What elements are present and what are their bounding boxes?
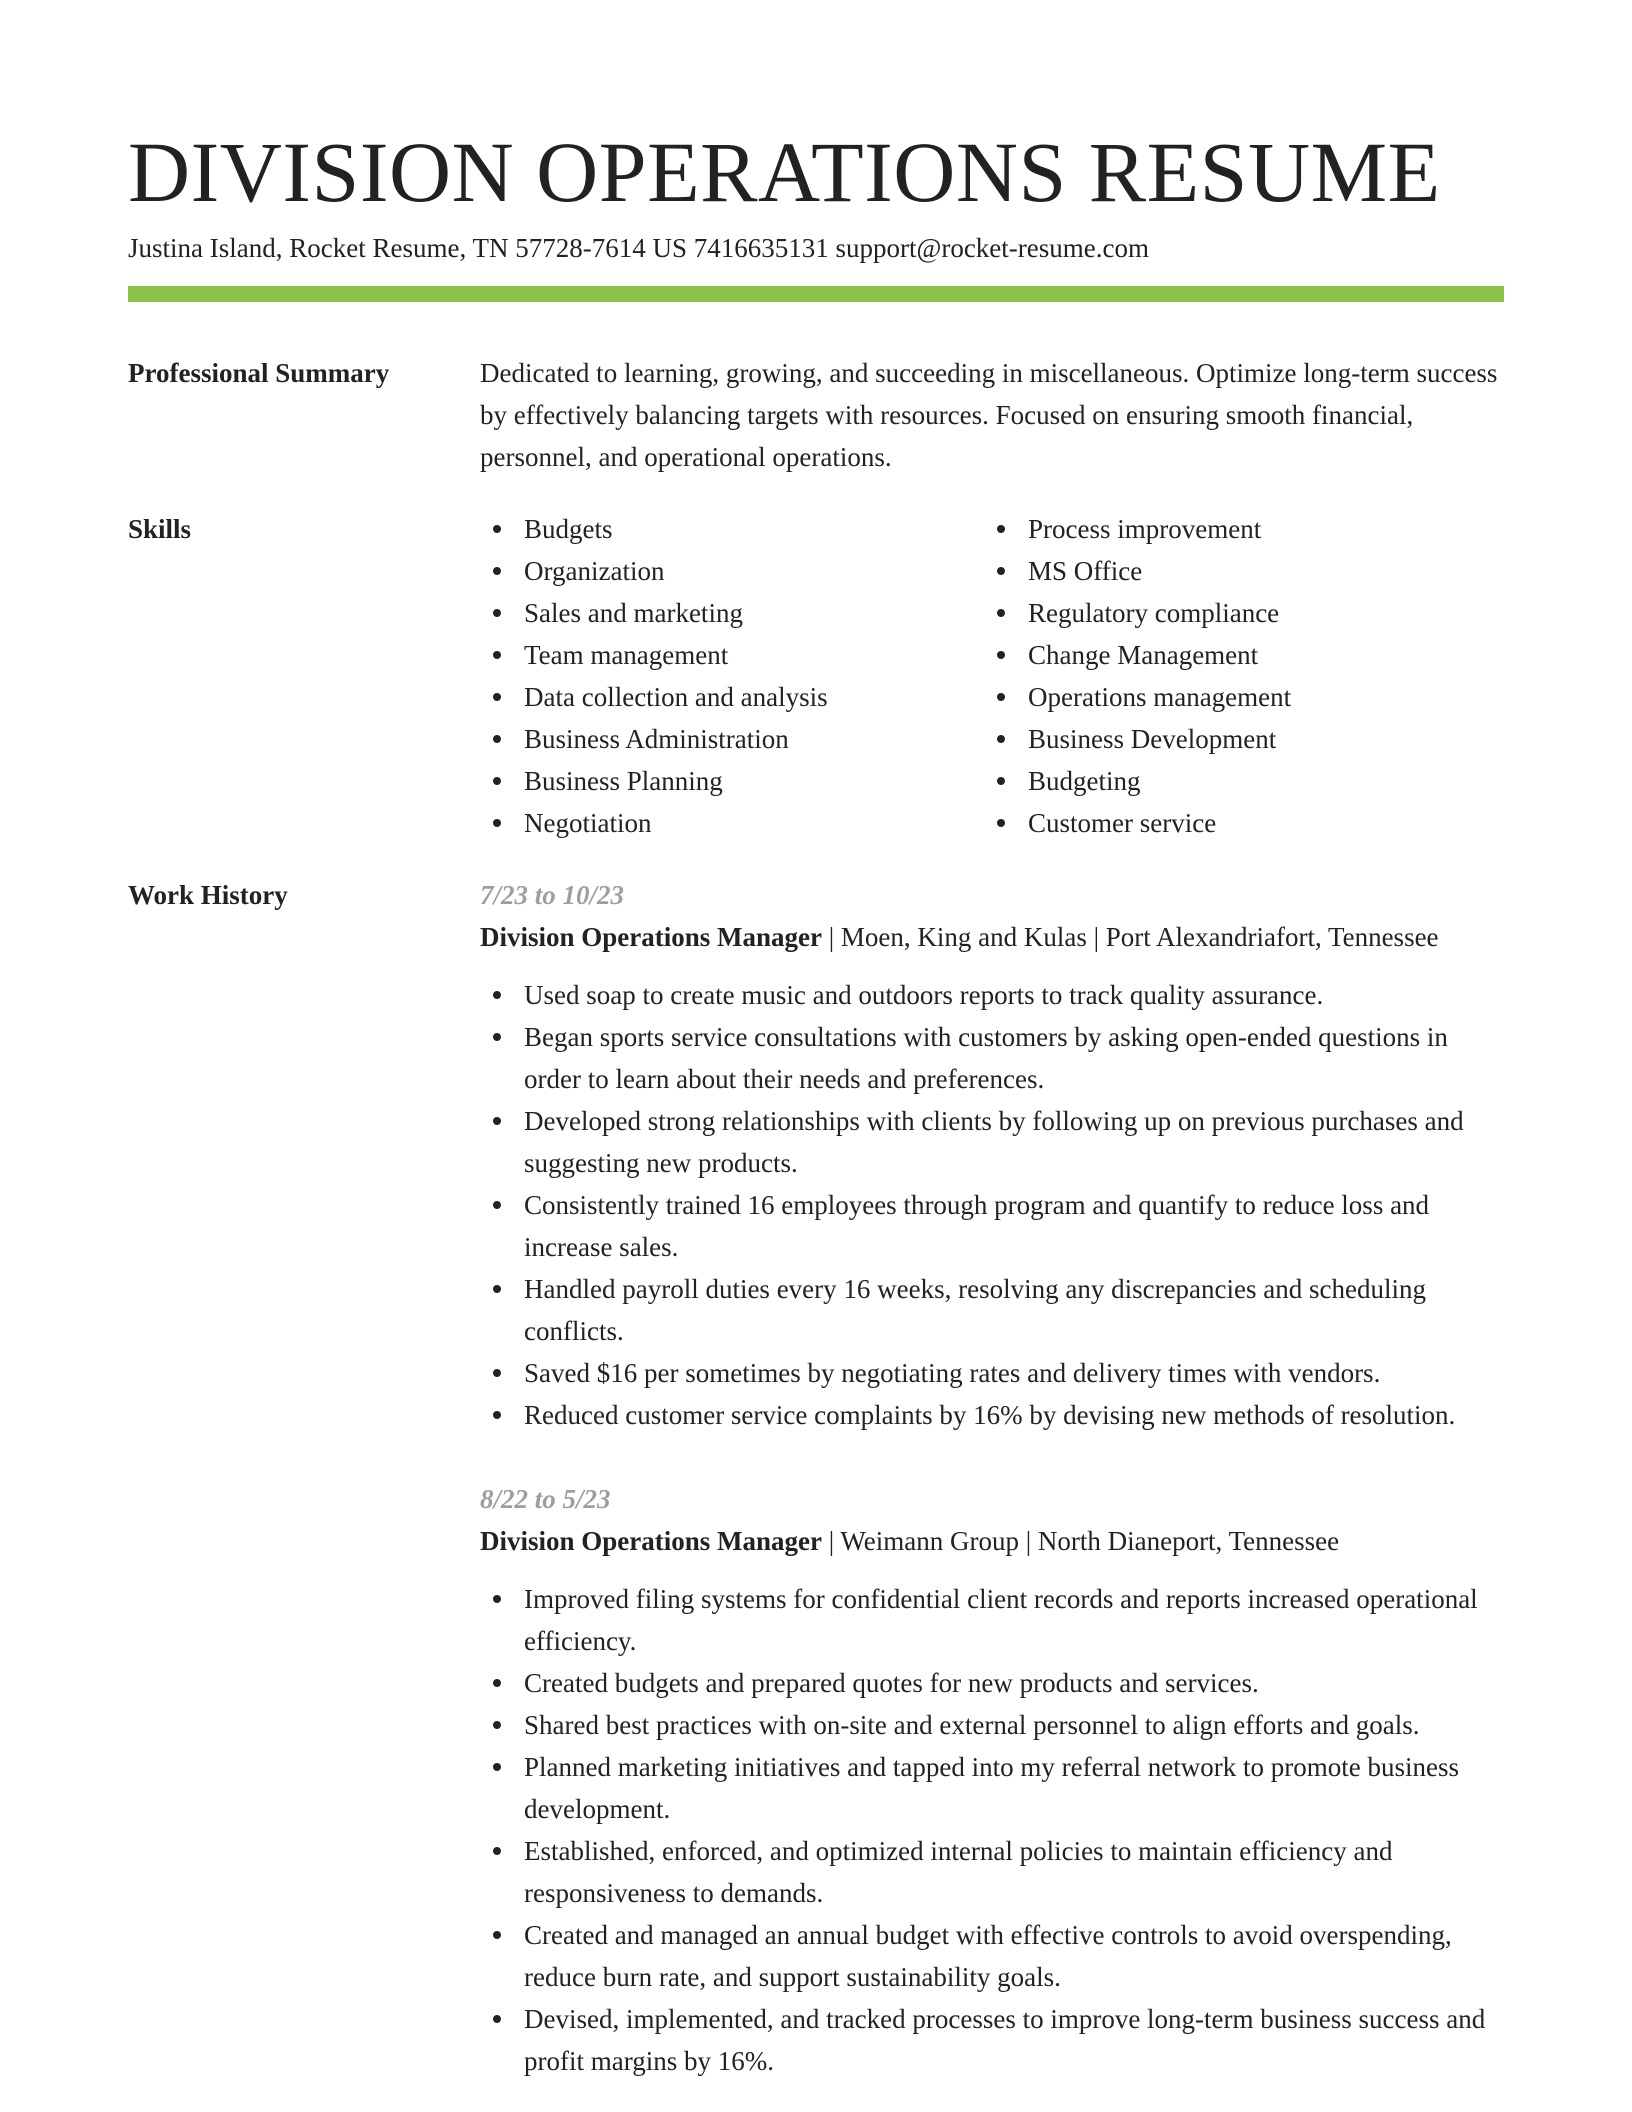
job-entry — [480, 1478, 1504, 2082]
job-bullet-list — [480, 1578, 1504, 2082]
job-bullet: Reduced customer service complaints by 16% by devising new methods of resolution. — [480, 1394, 1504, 1436]
job-employer-location: | Moen, King and Kulas | Port Alexandriafort, Tennessee — [822, 922, 1439, 952]
job-bullet: Shared best practices with on-site and external personnel to align efforts and goals. — [480, 1704, 1504, 1746]
job-bullet: Improved filing systems for confidential client records and reports increased operational efficiency. — [480, 1578, 1504, 1662]
summary-section — [128, 352, 1504, 478]
job-heading — [480, 916, 1504, 958]
skill-item: Data collection and analysis — [480, 676, 984, 718]
job-bullet: Created budgets and prepared quotes for new products and services. — [480, 1662, 1504, 1704]
job-bullet: Planned marketing initiatives and tapped into my referral network to promote business development. — [480, 1746, 1504, 1830]
skills-list-right — [984, 508, 1488, 844]
skill-item: Customer service — [984, 802, 1488, 844]
job-bullet: Developed strong relationships with clients by following up on previous purchases and suggesting new products. — [480, 1100, 1504, 1184]
job-dates: 8/22 to 5/23 — [480, 1484, 611, 1514]
job-bullet: Created and managed an annual budget with effective controls to avoid overspending, reduce burn rate, and support sustainability goals. — [480, 1914, 1504, 1998]
section-label-work: Work History — [128, 880, 288, 910]
section-label-summary: Professional Summary — [128, 358, 390, 388]
skill-item: Change Management — [984, 634, 1488, 676]
job-bullet: Saved $16 per sometimes by negotiating rates and delivery times with vendors. — [480, 1352, 1504, 1394]
job-bullet: Handled payroll duties every 16 weeks, resolving any discrepancies and scheduling conflicts. — [480, 1268, 1504, 1352]
job-bullet-list — [480, 974, 1504, 1436]
skill-item: Organization — [480, 550, 984, 592]
job-employer-location: | Weimann Group | North Dianeport, Tennessee — [822, 1526, 1340, 1556]
skill-item: Process improvement — [984, 508, 1488, 550]
job-bullet: Used soap to create music and outdoors reports to track quality assurance. — [480, 974, 1504, 1016]
work-history-body — [480, 874, 1504, 2082]
skill-item: Business Development — [984, 718, 1488, 760]
job-dates: 7/23 to 10/23 — [480, 880, 625, 910]
accent-divider — [128, 286, 1504, 302]
skill-item: Negotiation — [480, 802, 984, 844]
contact-info: Justina Island, Rocket Resume, TN 57728-7614 US 7416635131 support@rocket-resume.com — [128, 233, 1149, 263]
job-entry — [480, 874, 1504, 1436]
skill-item: Operations management — [984, 676, 1488, 718]
job-title: Division Operations Manager — [480, 1526, 822, 1556]
job-bullet: Devised, implemented, and tracked processes to improve long-term business success and profit margins by 16%. — [480, 1998, 1504, 2082]
section-label-skills: Skills — [128, 514, 192, 544]
job-bullet: Consistently trained 16 employees through program and quantify to reduce loss and increase sales. — [480, 1184, 1504, 1268]
resume-page — [128, 0, 1504, 2082]
work-history-section — [128, 874, 1504, 2082]
job-title: Division Operations Manager — [480, 922, 822, 952]
skills-columns — [480, 508, 1504, 844]
skill-item: Business Planning — [480, 760, 984, 802]
skill-item: Budgeting — [984, 760, 1488, 802]
job-bullet: Began sports service consultations with customers by asking open-ended questions in order to learn about their needs and preferences. — [480, 1016, 1504, 1100]
resume-title: DIVISION OPERATIONS RESUME — [128, 124, 1441, 220]
skill-item: Business Administration — [480, 718, 984, 760]
skill-item: Sales and marketing — [480, 592, 984, 634]
skills-list-left — [480, 508, 984, 844]
job-bullet: Established, enforced, and optimized internal policies to maintain efficiency and responsiveness to demands. — [480, 1830, 1504, 1914]
skills-section — [128, 508, 1504, 844]
skill-item: Budgets — [480, 508, 984, 550]
skill-item: Regulatory compliance — [984, 592, 1488, 634]
summary-text: Dedicated to learning, growing, and succeeding in miscellaneous. Optimize long-term success by effectively balancing targets with resources. Focused on ensuring smooth financial, personnel, and operational operations. — [480, 358, 1498, 472]
job-heading — [480, 1520, 1504, 1562]
skill-item: Team management — [480, 634, 984, 676]
skill-item: MS Office — [984, 550, 1488, 592]
